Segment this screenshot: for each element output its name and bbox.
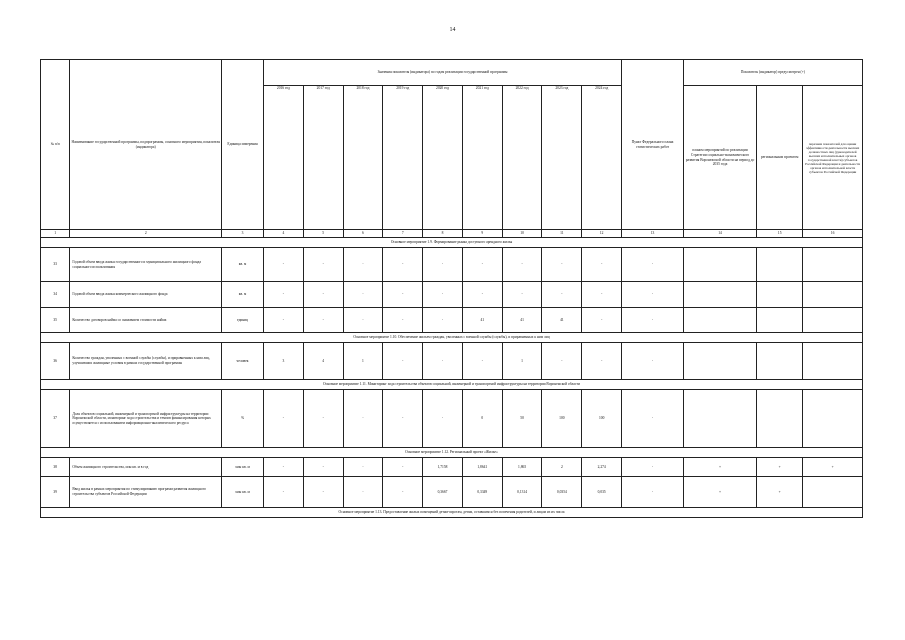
row-value: - xyxy=(264,458,304,477)
row-value: 4 xyxy=(303,343,343,380)
header-year: 2017 год xyxy=(303,86,343,230)
header-year: 2024 год xyxy=(582,86,622,230)
row-value: 50 xyxy=(502,390,542,448)
row-value: - xyxy=(343,390,383,448)
row-value: 1,865 xyxy=(502,458,542,477)
row-name: Годовой объем ввода жилья коммерческого жилищного фонда xyxy=(70,282,222,308)
row-value: - xyxy=(343,458,383,477)
section-title: Основное мероприятие 1.12. Региональный проект «Жилье» xyxy=(41,448,863,458)
row-value: 0,1314 xyxy=(502,477,542,508)
row-num: 39 xyxy=(41,477,70,508)
col-number: 14 xyxy=(683,230,756,238)
row-efficiency xyxy=(803,282,863,308)
row-name: Годовой объем ввода жилья государственного и муниципального жилищного фонда социального использования xyxy=(70,248,222,282)
row-efficiency xyxy=(803,308,863,333)
row-unit: % xyxy=(222,390,264,448)
row-value: - xyxy=(383,458,423,477)
row-unit: кв. м xyxy=(222,282,264,308)
table-row xyxy=(41,343,863,380)
row-num: 34 xyxy=(41,282,70,308)
row-value: - xyxy=(343,282,383,308)
row-value: 0,035 xyxy=(582,477,622,508)
row-value: 0,3349 xyxy=(462,477,502,508)
row-value: 41 xyxy=(462,308,502,333)
row-value: 1,8641 xyxy=(462,458,502,477)
row-regional xyxy=(757,282,803,308)
row-value: - xyxy=(423,282,463,308)
row-value: - xyxy=(264,308,304,333)
page-number: 14 xyxy=(449,27,456,33)
table-row xyxy=(41,390,863,448)
row-num: 38 xyxy=(41,458,70,477)
row-regional xyxy=(757,343,803,380)
col-number: 6 xyxy=(343,230,383,238)
header-year: 2023 год xyxy=(542,86,582,230)
row-value: 41 xyxy=(502,308,542,333)
row-value: - xyxy=(264,390,304,448)
row-value: 1 xyxy=(343,343,383,380)
row-regional xyxy=(757,308,803,333)
row-num: 35 xyxy=(41,308,70,333)
row-value: - xyxy=(462,282,502,308)
row-value: 100 xyxy=(542,390,582,448)
row-efficiency: + xyxy=(803,458,863,477)
section-title: Основное мероприятие 1.9. Формирование рынка доступного арендного жилья xyxy=(41,238,863,248)
row-unit: единиц xyxy=(222,308,264,333)
table-row xyxy=(41,458,863,477)
row-value: - xyxy=(582,308,622,333)
row-regional: + xyxy=(757,458,803,477)
col-number: 15 xyxy=(757,230,803,238)
col-number: 11 xyxy=(542,230,582,238)
row-efficiency xyxy=(803,343,863,380)
row-value: - xyxy=(383,308,423,333)
row-value: 41 xyxy=(542,308,582,333)
row-value: - xyxy=(582,282,622,308)
row-federal: - xyxy=(622,282,684,308)
row-regional xyxy=(757,248,803,282)
header-values-group: Значения показателя (индикатора) по годам реализации государственной программы xyxy=(264,60,622,86)
row-name: Количество договоров найма со снижением стоимости найма xyxy=(70,308,222,333)
row-value: - xyxy=(303,477,343,508)
header-unit: Единица измерения xyxy=(222,60,264,230)
section-title: Основное мероприятие 1.13. Предоставление жилых помещений детям-сиротам, детям, оставшимся без попечения родителей, и лицам из их числа xyxy=(41,508,863,518)
row-strategy xyxy=(683,390,756,448)
col-number: 16 xyxy=(803,230,863,238)
row-value: 100 xyxy=(582,390,622,448)
row-federal: - xyxy=(622,343,684,380)
row-value: - xyxy=(582,248,622,282)
row-value: - xyxy=(264,282,304,308)
row-value: - xyxy=(423,343,463,380)
row-strategy xyxy=(683,308,756,333)
row-num: 37 xyxy=(41,390,70,448)
row-num: 36 xyxy=(41,343,70,380)
col-number: 4 xyxy=(264,230,304,238)
row-value: - xyxy=(303,390,343,448)
row-num: 33 xyxy=(41,248,70,282)
header-name: Наименование государственной программы, подпрограммы, основного мероприятия, показателя (индикатора) xyxy=(70,60,222,230)
header-year: 2021 год xyxy=(462,86,502,230)
row-federal: - xyxy=(622,390,684,448)
row-value: 1 xyxy=(502,343,542,380)
header-federal-plan: Пункт Федерального плана статистических работ xyxy=(622,60,684,230)
row-strategy: + xyxy=(683,458,756,477)
row-value: - xyxy=(264,248,304,282)
col-number: 3 xyxy=(222,230,264,238)
row-value: - xyxy=(343,248,383,282)
row-value: 0,0354 xyxy=(542,477,582,508)
row-value: - xyxy=(383,282,423,308)
indicator-table xyxy=(40,59,863,518)
row-strategy xyxy=(683,282,756,308)
row-value: 0 xyxy=(462,390,502,448)
row-federal: - xyxy=(622,248,684,282)
row-regional xyxy=(757,390,803,448)
row-value: - xyxy=(542,343,582,380)
row-efficiency xyxy=(803,248,863,282)
row-name: Доля объектов социальной, инженерной и транспортной инфраструктуры на территории Воронежской области, мониторинг хода строительства и темпов финансирования которых осуществляется с использованием информационно-аналитического ресурса xyxy=(70,390,222,448)
row-name: Ввод жилья в рамках мероприятия по стимулированию программ развития жилищного строительства субъектов Российской Федерации xyxy=(70,477,222,508)
row-value: - xyxy=(383,477,423,508)
row-value: - xyxy=(462,248,502,282)
table-row xyxy=(41,282,863,308)
row-value: 2 xyxy=(542,458,582,477)
row-strategy xyxy=(683,248,756,282)
row-value: 0,3667 xyxy=(423,477,463,508)
row-value: - xyxy=(502,282,542,308)
header-year: 2016 год xyxy=(264,86,304,230)
col-number: 12 xyxy=(582,230,622,238)
table-row xyxy=(41,477,863,508)
row-value: - xyxy=(343,308,383,333)
row-name: Объем жилищного строительства, млн кв. м в год xyxy=(70,458,222,477)
row-value: - xyxy=(502,248,542,282)
table-row xyxy=(41,248,863,282)
row-value: - xyxy=(303,248,343,282)
header-efficiency-list: перечнем показателей для оценки эффективности деятельности высших должностных лиц (руководителей высших исполнительных органов государственной власти) субъектов Российской Федерации и деятельности органов исполнительной власти субъектов Российской Федерации xyxy=(803,86,863,230)
row-unit: человек xyxy=(222,343,264,380)
col-number: 5 xyxy=(303,230,343,238)
col-number: 1 xyxy=(41,230,70,238)
row-value: - xyxy=(343,477,383,508)
row-value: - xyxy=(582,343,622,380)
row-value: - xyxy=(264,477,304,508)
row-value: - xyxy=(303,308,343,333)
header-year: 2018 год xyxy=(343,86,383,230)
row-value: - xyxy=(462,343,502,380)
row-unit: млн кв. м xyxy=(222,458,264,477)
row-name: Количество граждан, уволенных с военной службы (службы), и приравненных к ним лиц, улучшивших жилищные условия в рамках государственной программы xyxy=(70,343,222,380)
row-strategy: + xyxy=(683,477,756,508)
col-number: 9 xyxy=(462,230,502,238)
row-value: - xyxy=(542,282,582,308)
header-indicator-group: Показатель (индикатор) предусмотрен (+) xyxy=(683,60,862,86)
col-number: 8 xyxy=(423,230,463,238)
row-unit: кв. м xyxy=(222,248,264,282)
row-value: - xyxy=(423,308,463,333)
header-year: 2019 год xyxy=(383,86,423,230)
section-title: Основное мероприятие 1.10. Обеспечение жильем граждан, уволенных с военной службы (службы), и приравненных к ним лиц xyxy=(41,333,863,343)
table-row xyxy=(41,308,863,333)
header-year: 2022 год xyxy=(502,86,542,230)
row-efficiency xyxy=(803,390,863,448)
row-value: - xyxy=(303,458,343,477)
row-value: - xyxy=(542,248,582,282)
col-number: 13 xyxy=(622,230,684,238)
header-num: № п/п xyxy=(41,60,70,230)
row-value: 3 xyxy=(264,343,304,380)
row-value: - xyxy=(423,248,463,282)
row-unit: млн кв. м xyxy=(222,477,264,508)
row-value: 1,7158 xyxy=(423,458,463,477)
header-strategy-plan: планом мероприятий по реализации Стратегии социально-экономического развития Воронежской области на период до 2035 года xyxy=(683,86,756,230)
header-regional-project: региональным проектом xyxy=(757,86,803,230)
row-strategy xyxy=(683,343,756,380)
row-value: - xyxy=(423,390,463,448)
col-number: 2 xyxy=(70,230,222,238)
row-value: - xyxy=(383,343,423,380)
row-federal: - xyxy=(622,458,684,477)
row-value: - xyxy=(383,390,423,448)
col-number: 7 xyxy=(383,230,423,238)
row-value: - xyxy=(383,248,423,282)
section-title: Основное мероприятие 1.11. Мониторинг хода строительства объектов социальной, инженерной и транспортной инфраструктуры на территории Воронежской области xyxy=(41,380,863,390)
row-value: 2,274 xyxy=(582,458,622,477)
header-year: 2020 год xyxy=(423,86,463,230)
row-efficiency xyxy=(803,477,863,508)
col-number: 10 xyxy=(502,230,542,238)
row-federal: - xyxy=(622,477,684,508)
row-value: - xyxy=(303,282,343,308)
row-regional: + xyxy=(757,477,803,508)
row-federal: - xyxy=(622,308,684,333)
